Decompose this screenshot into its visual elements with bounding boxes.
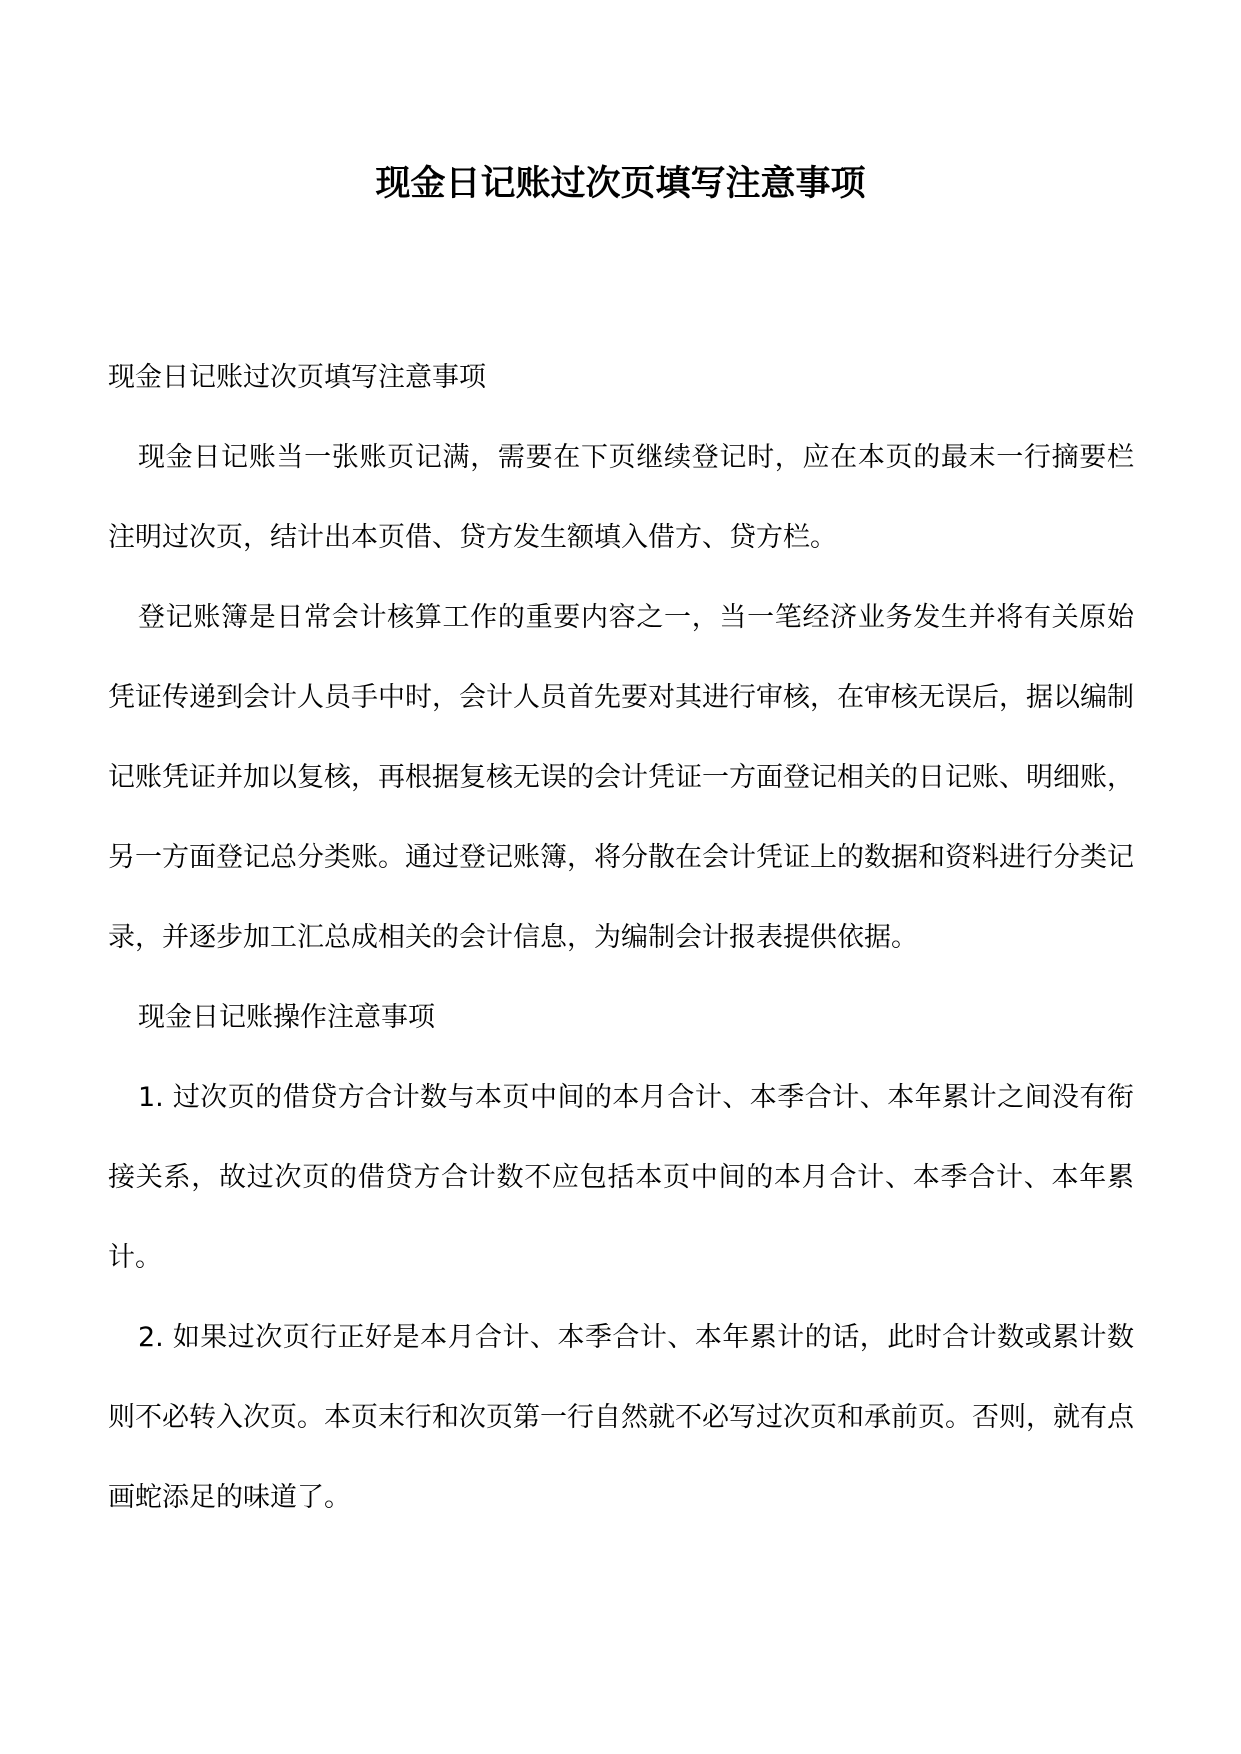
list-item-1: 1. 过次页的借贷方合计数与本页中间的本月合计、本季合计、本年累计之间没有衔接关系，故过次页的借贷方合计数不应包括本页中间的本月合计、本季合计、本年累计。 xyxy=(108,1082,1134,1273)
paragraph-page-full: 现金日记账当一张账页记满，需要在下页继续登记时，应在本页的最末一行摘要栏注明过次页，结计出本页借、贷方发生额填入借方、贷方栏。 xyxy=(108,442,1134,553)
list-item-2: 2. 如果过次页行正好是本月合计、本季合计、本年累计的话，此时合计数或累计数则不必转入次页。本页末行和次页第一行自然就不必写过次页和承前页。否则，就有点画蛇添足的味道了。 xyxy=(108,1322,1134,1513)
document-body xyxy=(108,338,1134,1538)
document-subtitle: 现金日记账过次页填写注意事项 xyxy=(108,362,486,393)
paragraph-ledger-registration: 登记账簿是日常会计核算工作的重要内容之一，当一笔经济业务发生并将有关原始凭证传递到会计人员手中时，会计人员首先要对其进行审核，在审核无误后，据以编制记账凭证并加以复核，再根据复核无误的会计凭证一方面登记相关的日记账、明细账，另一方面登记总分类账。通过登记账簿，将分散在会计凭证上的数据和资料进行分类记录，并逐步加工汇总成相关的会计信息，为编制会计报表提供依据。 xyxy=(108,602,1134,953)
document-title: 现金日记账过次页填写注意事项 xyxy=(375,163,866,204)
section-heading-operation-notes: 现金日记账操作注意事项 xyxy=(138,1002,435,1033)
